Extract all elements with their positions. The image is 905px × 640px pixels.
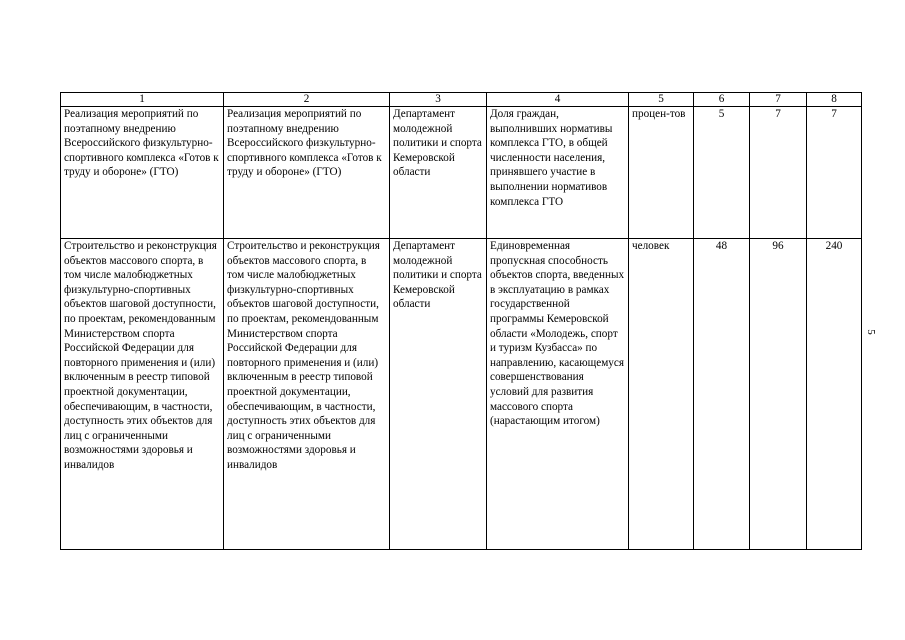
table-header-row bbox=[61, 93, 862, 107]
indicator-cell: Единовременная пропускная способность объектов спорта, введенных в эксплуатацию в рамках государственной программы Кемеровской области «Молодежь, спорт и туризм Кузбасса» по направлению, касающемуся совершенствования условий для развития массового спорта (нарастающим итогом) bbox=[487, 239, 629, 550]
header-cell-5: 5 bbox=[629, 93, 694, 107]
indicators-table bbox=[60, 92, 862, 550]
unit-cell: процен-тов bbox=[629, 107, 694, 239]
unit-cell: человек bbox=[629, 239, 694, 550]
result-cell: Строительство и реконструкция объектов массового спорта, в том числе малобюджетных физкультурно-спортивных объектов шаговой доступности, по проектам, рекомендованным Министерством спорта Российской Федерации для повторного применения и (или) включенным в реестр типовой проектной документации, обеспечивающим, в частности, доступность этих объектов для лиц с ограниченными возможностями здоровья и инвалидов bbox=[224, 239, 390, 550]
header-cell-4: 4 bbox=[487, 93, 629, 107]
header-cell-6: 6 bbox=[694, 93, 750, 107]
value-cell-7: 96 bbox=[750, 239, 807, 550]
value-cell-8: 7 bbox=[807, 107, 862, 239]
executor-cell: Департамент молодежной политики и спорта Кемеровской области bbox=[390, 239, 487, 550]
header-cell-3: 3 bbox=[390, 93, 487, 107]
executor-cell: Департамент молодежной политики и спорта Кемеровской области bbox=[390, 107, 487, 239]
value-cell-8: 240 bbox=[807, 239, 862, 550]
result-cell: Реализация мероприятий по поэтапному внедрению Всероссийского физкультурно-спортивного комплекса «Готов к труду и обороне» (ГТО) bbox=[224, 107, 390, 239]
header-cell-7: 7 bbox=[750, 93, 807, 107]
value-cell-7: 7 bbox=[750, 107, 807, 239]
table-row bbox=[61, 107, 862, 239]
header-cell-8: 8 bbox=[807, 93, 862, 107]
indicator-cell: Доля граждан, выполнивших нормативы комплекса ГТО, в общей численности населения, принявшего участие в выполнении нормативов комплекса ГТО bbox=[487, 107, 629, 239]
page-number: 5 bbox=[864, 329, 877, 335]
table-row bbox=[61, 239, 862, 550]
value-cell-6: 5 bbox=[694, 107, 750, 239]
header-cell-1: 1 bbox=[61, 93, 224, 107]
event-cell: Реализация мероприятий по поэтапному внедрению Всероссийского физкультурно-спортивного комплекса «Готов к труду и обороне» (ГТО) bbox=[61, 107, 224, 239]
event-cell: Строительство и реконструкция объектов массового спорта, в том числе малобюджетных физкультурно-спортивных объектов шаговой доступности, по проектам, рекомендованным Министерством спорта Российской Федерации для повторного применения и (или) включенным в реестр типовой проектной документации, обеспечивающим, в частности, доступность этих объектов для лиц с ограниченными возможностями здоровья и инвалидов bbox=[61, 239, 224, 550]
value-cell-6: 48 bbox=[694, 239, 750, 550]
header-cell-2: 2 bbox=[224, 93, 390, 107]
